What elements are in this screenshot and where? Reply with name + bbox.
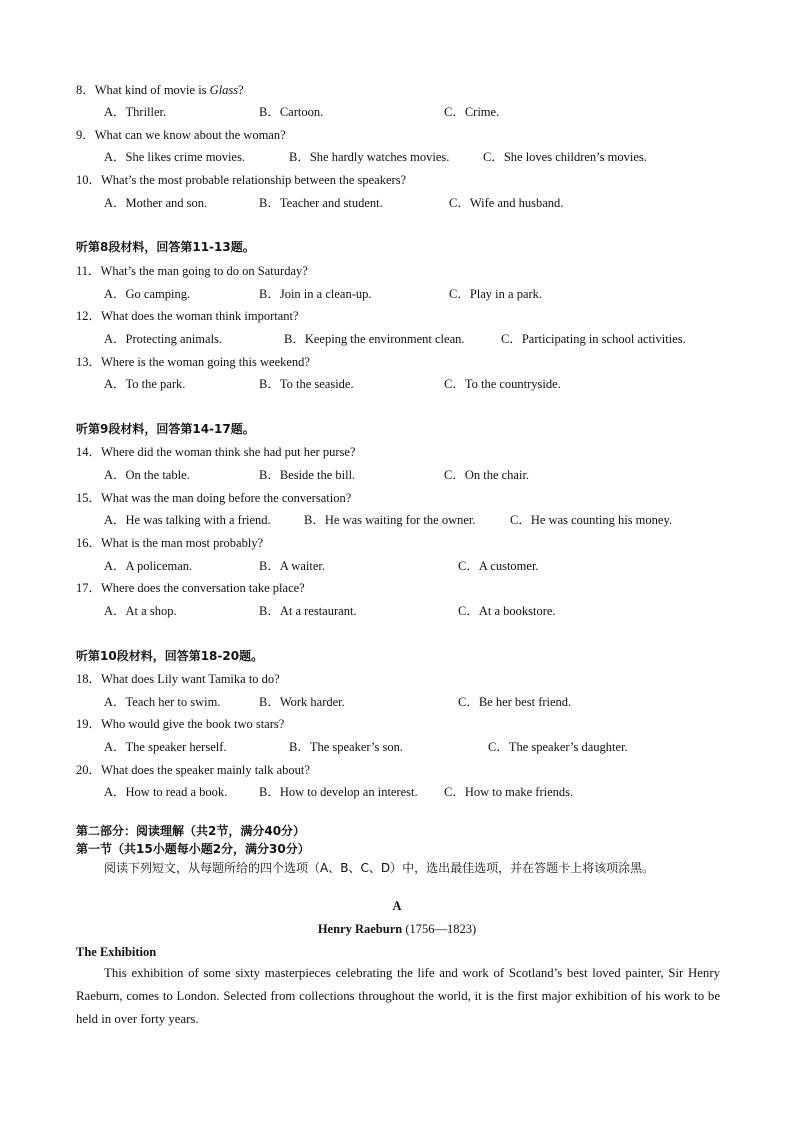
question-14-stem: 14．Where did the woman think she had put her purse? (76, 445, 356, 459)
question-14-option-b: B．Beside the bill. (259, 468, 356, 482)
question-13-stem: 13．Where is the woman going this weekend? (76, 355, 310, 369)
question-9-option-c: C．She loves children’s movies. (483, 150, 647, 164)
question-11-option-c: C．Play in a park. (449, 287, 543, 301)
question-11-option-a: A．Go camping. (104, 287, 191, 301)
question-17-option-a: A．At a shop. (104, 604, 177, 618)
question-12-option-a: A．Protecting animals. (104, 332, 223, 346)
question-19-option-b: B．The speaker’s son. (289, 740, 403, 754)
question-13-option-b: B．To the seaside. (259, 377, 354, 391)
question-15-option-b: B．He was waiting for the owner. (304, 513, 476, 527)
passage-title: Henry Raeburn (1756—1823) (317, 922, 477, 936)
question-17-stem: 17．Where does the conversation take place? (76, 581, 305, 595)
question-20-stem: 20．What does the speaker mainly talk about? (76, 763, 310, 777)
question-15-stem: 15．What was the man doing before the conversation? (76, 491, 352, 505)
question-18-option-b: B．Work harder. (259, 695, 345, 709)
movie-title: Glass (209, 83, 239, 97)
question-12-stem: 12．What does the woman think important? (76, 309, 299, 323)
section-heading-10: 听第10段材料，回答第18-20题。 (76, 649, 264, 663)
question-12-option-b: B．Keeping the environment clean. (284, 332, 465, 346)
question-10-option-c: C．Wife and husband. (449, 196, 564, 210)
question-14-option-a: A．On the table. (104, 468, 190, 482)
question-10-stem: 10．What’s the most probable relationship between the speakers? (76, 173, 407, 187)
question-10-option-a: A．Mother and son. (104, 196, 208, 210)
question-8-option-c: C．Crime. (444, 105, 500, 119)
question-9-option-a: A．She likes crime movies. (104, 150, 245, 164)
question-19-stem: 19．Who would give the book two stars? (76, 717, 285, 731)
question-8-option-b: B．Cartoon. (259, 105, 324, 119)
question-20-option-a: A．How to read a book. (104, 785, 228, 799)
question-17-option-c: C．At a bookstore. (458, 604, 556, 618)
section-heading-8: 听第8段材料，回答第11-13题。 (76, 240, 255, 254)
reading-instructions: 阅读下列短文，从每题所给的四个选项（A、B、C、D）中，选出最佳选项，并在答题卡上将该项涂黑。 (104, 861, 655, 875)
question-18-stem: 18．What does Lily want Tamika to do? (76, 672, 280, 686)
question-8-stem: 8．What kind of movie is Glass? (76, 83, 244, 97)
question-20-option-b: B．How to develop an interest. (259, 785, 418, 799)
question-15-option-c: C．He was counting his money. (510, 513, 673, 527)
passage-letter: A (392, 899, 402, 913)
question-11-stem: 11．What’s the man going to do on Saturday? (76, 264, 308, 278)
passage-subheading: The Exhibition (76, 945, 157, 959)
question-13-option-c: C．To the countryside. (444, 377, 561, 391)
part-two-title: 第二部分：阅读理解（共2节，满分40分） (76, 824, 306, 838)
question-18-option-c: C．Be her best friend. (458, 695, 572, 709)
question-16-option-c: C．A customer. (458, 559, 539, 573)
question-11-option-b: B．Join in a clean-up. (259, 287, 372, 301)
question-19-option-a: A．The speaker herself. (104, 740, 227, 754)
question-17-option-b: B．At a restaurant. (259, 604, 357, 618)
question-16-option-b: B．A waiter. (259, 559, 325, 573)
question-14-option-c: C．On the chair. (444, 468, 530, 482)
question-8-option-a: A．Thriller. (104, 105, 167, 119)
question-18-option-a: A．Teach her to swim. (104, 695, 221, 709)
question-12-option-c: C．Participating in school activities. (501, 332, 686, 346)
section-heading-9: 听第9段材料，回答第14-17题。 (76, 422, 255, 436)
question-9-option-b: B．She hardly watches movies. (289, 150, 450, 164)
question-16-option-a: A．A policeman. (104, 559, 193, 573)
question-10-option-b: B．Teacher and student. (259, 196, 383, 210)
passage-paragraph: This exhibition of some sixty masterpieces celebrating the life and work of Scotland’s best loved painter, Sir Henry Raeburn, comes to London. Selected from collections throughout the world, it is the first major exhibition of his work to be held in over forty years. (76, 966, 720, 1026)
section-one-title: 第一节（共15小题每小题2分，满分30分） (76, 842, 310, 856)
question-15-option-a: A．He was talking with a friend. (104, 513, 271, 527)
question-16-stem: 16．What is the man most probably? (76, 536, 264, 550)
question-9-stem: 9．What can we know about the woman? (76, 128, 286, 142)
question-19-option-c: C．The speaker’s daughter. (488, 740, 628, 754)
question-13-option-a: A．To the park. (104, 377, 186, 391)
question-20-option-c: C．How to make friends. (444, 785, 574, 799)
